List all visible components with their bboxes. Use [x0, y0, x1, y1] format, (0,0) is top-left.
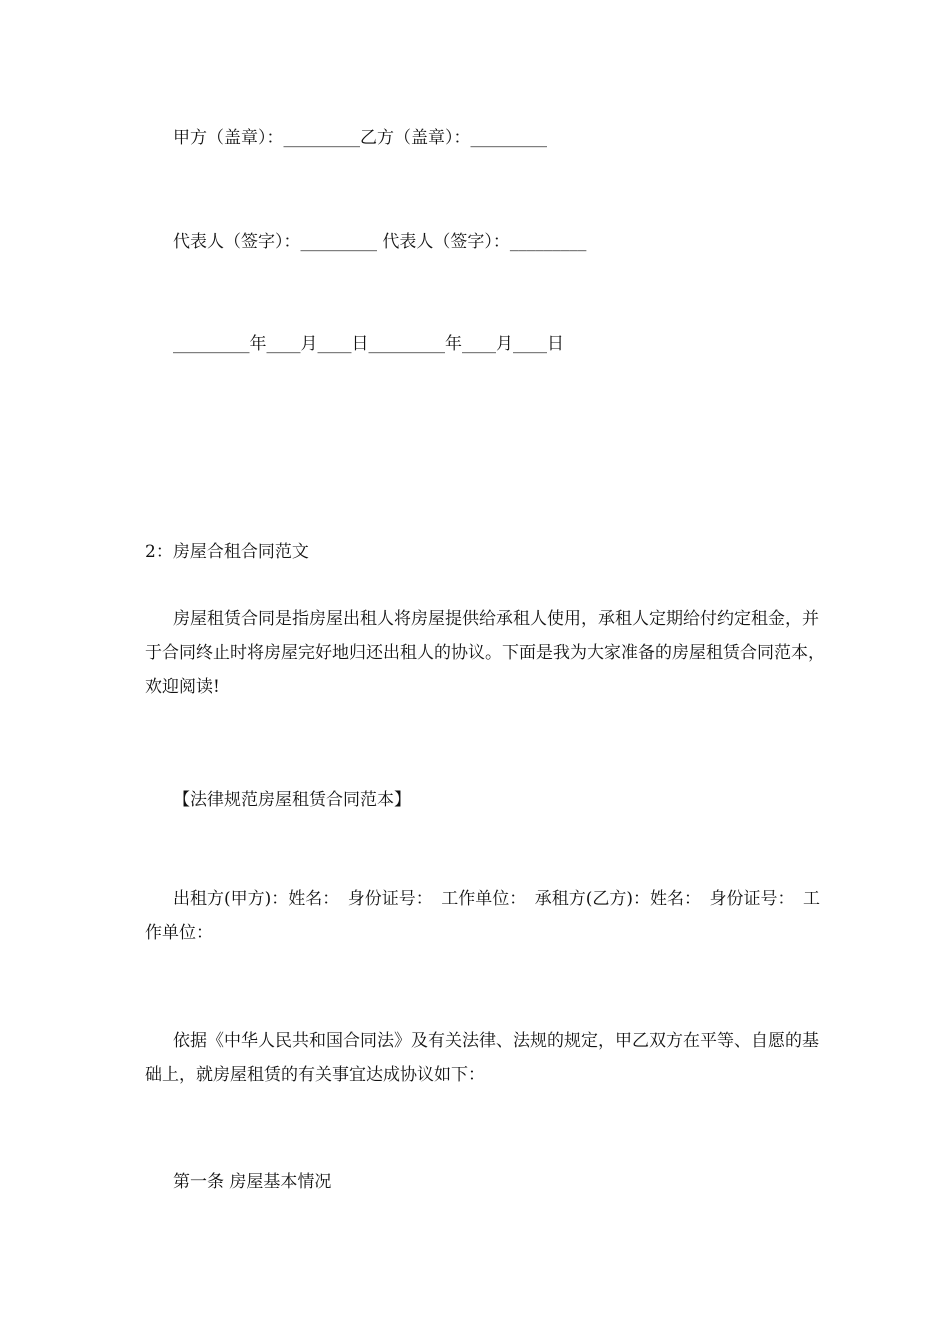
basis-paragraph: 依据《中华人民共和国合同法》及有关法律、法规的规定，甲乙双方在平等、自愿的基础上，就房屋租赁的有关事宜达成协议如下： — [145, 1031, 819, 1085]
article-heading: 第一条 房屋基本情况 — [173, 1172, 332, 1192]
intro-paragraph: 房屋租赁合同是指房屋出租人将房屋提供给承租人使用，承租人定期给付约定租金，并于合同终止时将房屋完好地归还出租人的协议。下面是我为大家准备的房屋租赁合同范本，欢迎阅读! — [145, 609, 825, 697]
sample-title: 【法律规范房屋租赁合同范本】 — [173, 790, 411, 810]
party-seal-line: 甲方（盖章）：_________乙方（盖章）：_________ — [173, 128, 547, 148]
date-line: _________年____月____日_________年____月____日 — [173, 334, 564, 354]
section-title: 2：房屋合租合同范文 — [145, 542, 309, 562]
parties-paragraph: 出租方(甲方)：姓名： 身份证号： 工作单位： 承租方(乙方)：姓名： 身份证号： 工作单位： — [145, 889, 821, 943]
representative-signature-line: 代表人（签字）：_________ 代表人（签字）：_________ — [173, 232, 587, 252]
